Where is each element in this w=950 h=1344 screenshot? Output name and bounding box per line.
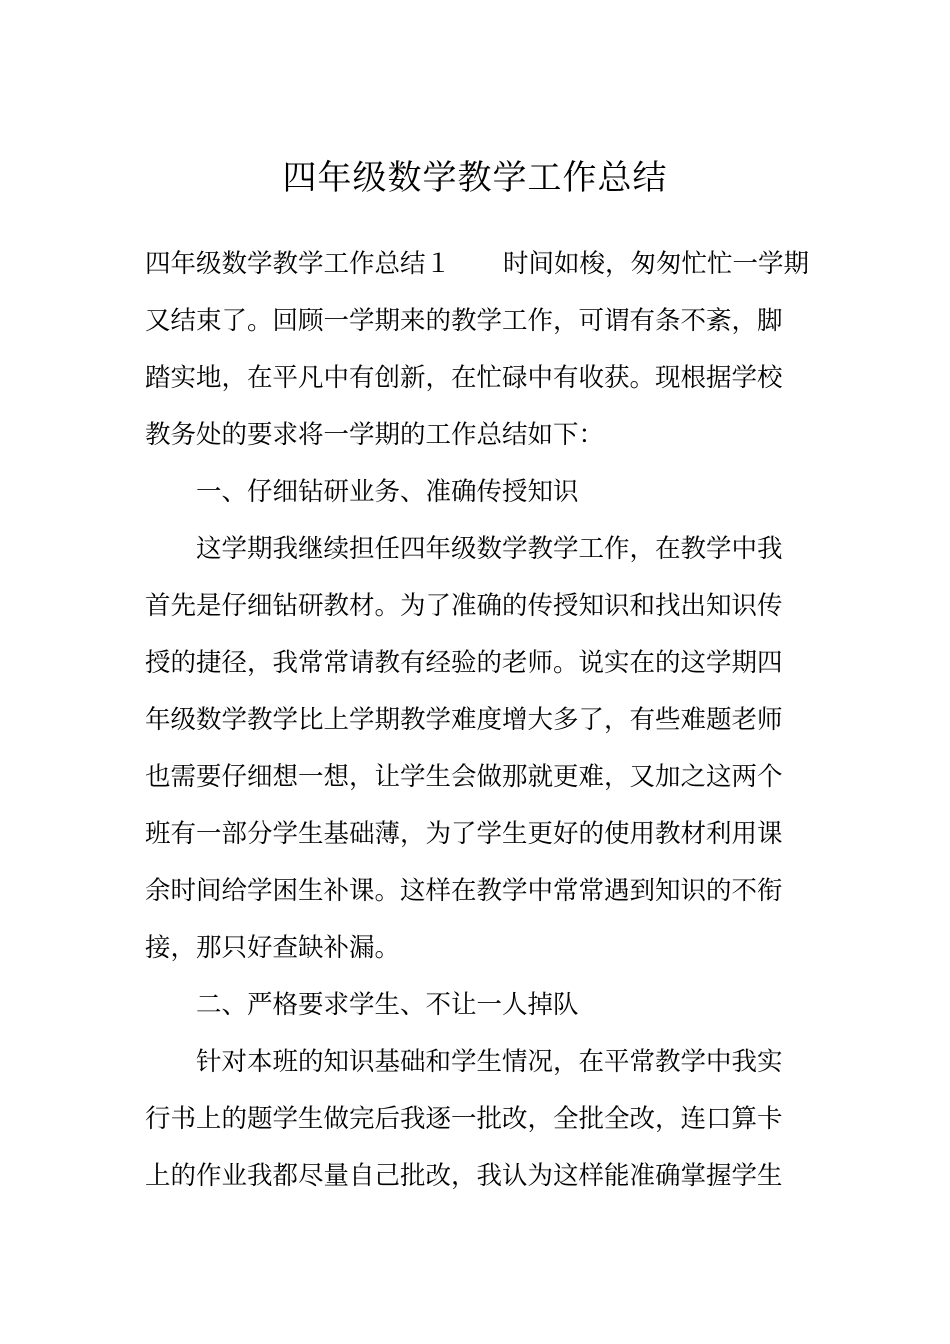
- text-line: 上的作业我都尽量自己批改，我认为这样能准确掌握学生: [145, 1161, 783, 1191]
- section-heading-inline: 四年级数学教学工作总结１: [145, 249, 452, 279]
- text-line: 教务处的要求将一学期的工作总结如下：: [145, 420, 605, 450]
- text-line: 接，那只好查缺补漏。: [145, 933, 401, 963]
- section-heading: 一、仔细钻研业务、准确传授知识: [196, 477, 579, 507]
- text-line: 余时间给学困生补课。这样在教学中常常遇到知识的不衔: [145, 876, 783, 906]
- text-line: 又结束了。回顾一学期来的教学工作，可谓有条不紊，脚: [145, 306, 783, 336]
- document-body: [145, 236, 810, 1205]
- section-heading: 二、严格要求学生、不让一人掉队: [196, 990, 579, 1020]
- text-line: 行书上的题学生做完后我逐一批改，全批全改，连口算卡: [145, 1104, 783, 1134]
- text-line: 踏实地，在平凡中有创新，在忙碌中有收获。现根据学校: [145, 363, 783, 393]
- text-line: 这学期我继续担任四年级数学教学工作，在教学中我: [196, 534, 783, 564]
- document-title: 四年级数学教学工作总结: [282, 158, 668, 198]
- text-line: 授的捷径，我常常请教有经验的老师。说实在的这学期四: [145, 648, 783, 678]
- text-line: 针对本班的知识基础和学生情况，在平常教学中我实: [196, 1047, 783, 1077]
- text-line: 首先是仔细钻研教材。为了准确的传授知识和找出知识传: [145, 591, 783, 621]
- text-line: [145, 236, 810, 293]
- paragraph-start: 时间如梭，匆匆忙忙一学期: [503, 249, 810, 279]
- text-line: 年级数学教学比上学期教学难度增大多了，有些难题老师: [145, 705, 783, 735]
- text-line: 也需要仔细想一想，让学生会做那就更难，又加之这两个: [145, 762, 783, 792]
- text-line: 班有一部分学生基础薄，为了学生更好的使用教材利用课: [145, 819, 783, 849]
